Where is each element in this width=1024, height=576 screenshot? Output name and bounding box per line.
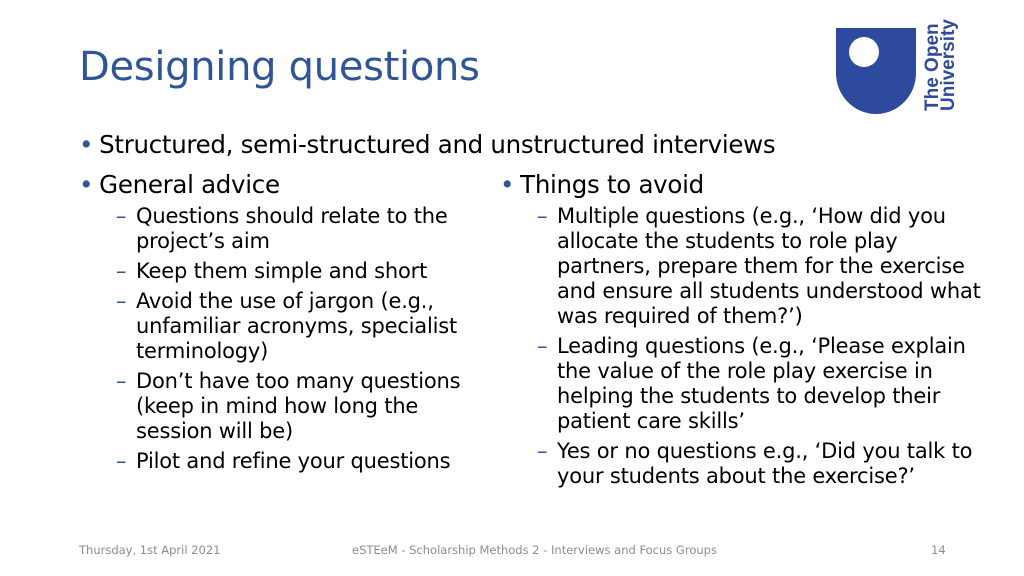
list-item-text: Don’t have too many questions (keep in mind how long the session will be) (136, 369, 461, 443)
main-bullet (79, 130, 775, 160)
right-list (537, 204, 1007, 489)
list-item-text: Leading questions (e.g., ‘Please explain the value of the role play exercise in helping the students to develop their patient care skills’ (557, 334, 966, 433)
bullet-dot: • (79, 170, 94, 199)
list-item (116, 259, 486, 284)
bullet-dot: • (500, 170, 515, 199)
open-university-logo (836, 19, 959, 114)
main-bullet-text: Structured, semi-structured and unstructured interviews (99, 130, 776, 159)
left-heading (79, 170, 280, 200)
right-heading (500, 170, 704, 200)
slide-title: Designing questions (79, 44, 480, 90)
list-item-text: Multiple questions (e.g., ‘How did you allocate the students to role play partners, prepare them for the exercise and ensure all students understood what was required of them?’) (557, 204, 981, 328)
list-item-text: Keep them simple and short (136, 259, 428, 283)
dash-marker: – (116, 259, 127, 283)
list-item-text: Yes or no questions e.g., ‘Did you talk to your students about the exercise?’ (557, 439, 973, 488)
list-item (116, 369, 486, 444)
dash-marker: – (116, 204, 127, 228)
list-item-text: Questions should relate to the project’s aim (136, 204, 448, 253)
list-item (537, 439, 1007, 489)
list-item-text: Pilot and refine your questions (136, 449, 451, 473)
list-item-text: Avoid the use of jargon (e.g., unfamiliar acronyms, specialist terminology) (136, 289, 458, 363)
footer-date: Thursday, 1st April 2021 (79, 543, 221, 557)
logo-text-line-1: The Open (922, 23, 943, 111)
dash-marker: – (116, 449, 127, 473)
dash-marker: – (537, 439, 548, 463)
list-item (537, 204, 1007, 329)
dash-marker: – (116, 289, 127, 313)
dash-marker: – (537, 334, 548, 358)
list-item (116, 204, 486, 254)
list-item (116, 449, 486, 474)
right-heading-text: Things to avoid (520, 170, 704, 199)
list-item (116, 289, 486, 364)
footer-title: eSTEeM - Scholarship Methods 2 - Interviews and Focus Groups (352, 543, 717, 557)
left-list (116, 204, 486, 474)
dash-marker: – (537, 204, 548, 228)
dash-marker: – (116, 369, 127, 393)
list-item (537, 334, 1007, 434)
logo-text-line-2: University (938, 19, 959, 111)
bullet-dot: • (79, 130, 94, 159)
page-number: 14 (931, 543, 946, 557)
left-heading-text: General advice (99, 170, 280, 199)
